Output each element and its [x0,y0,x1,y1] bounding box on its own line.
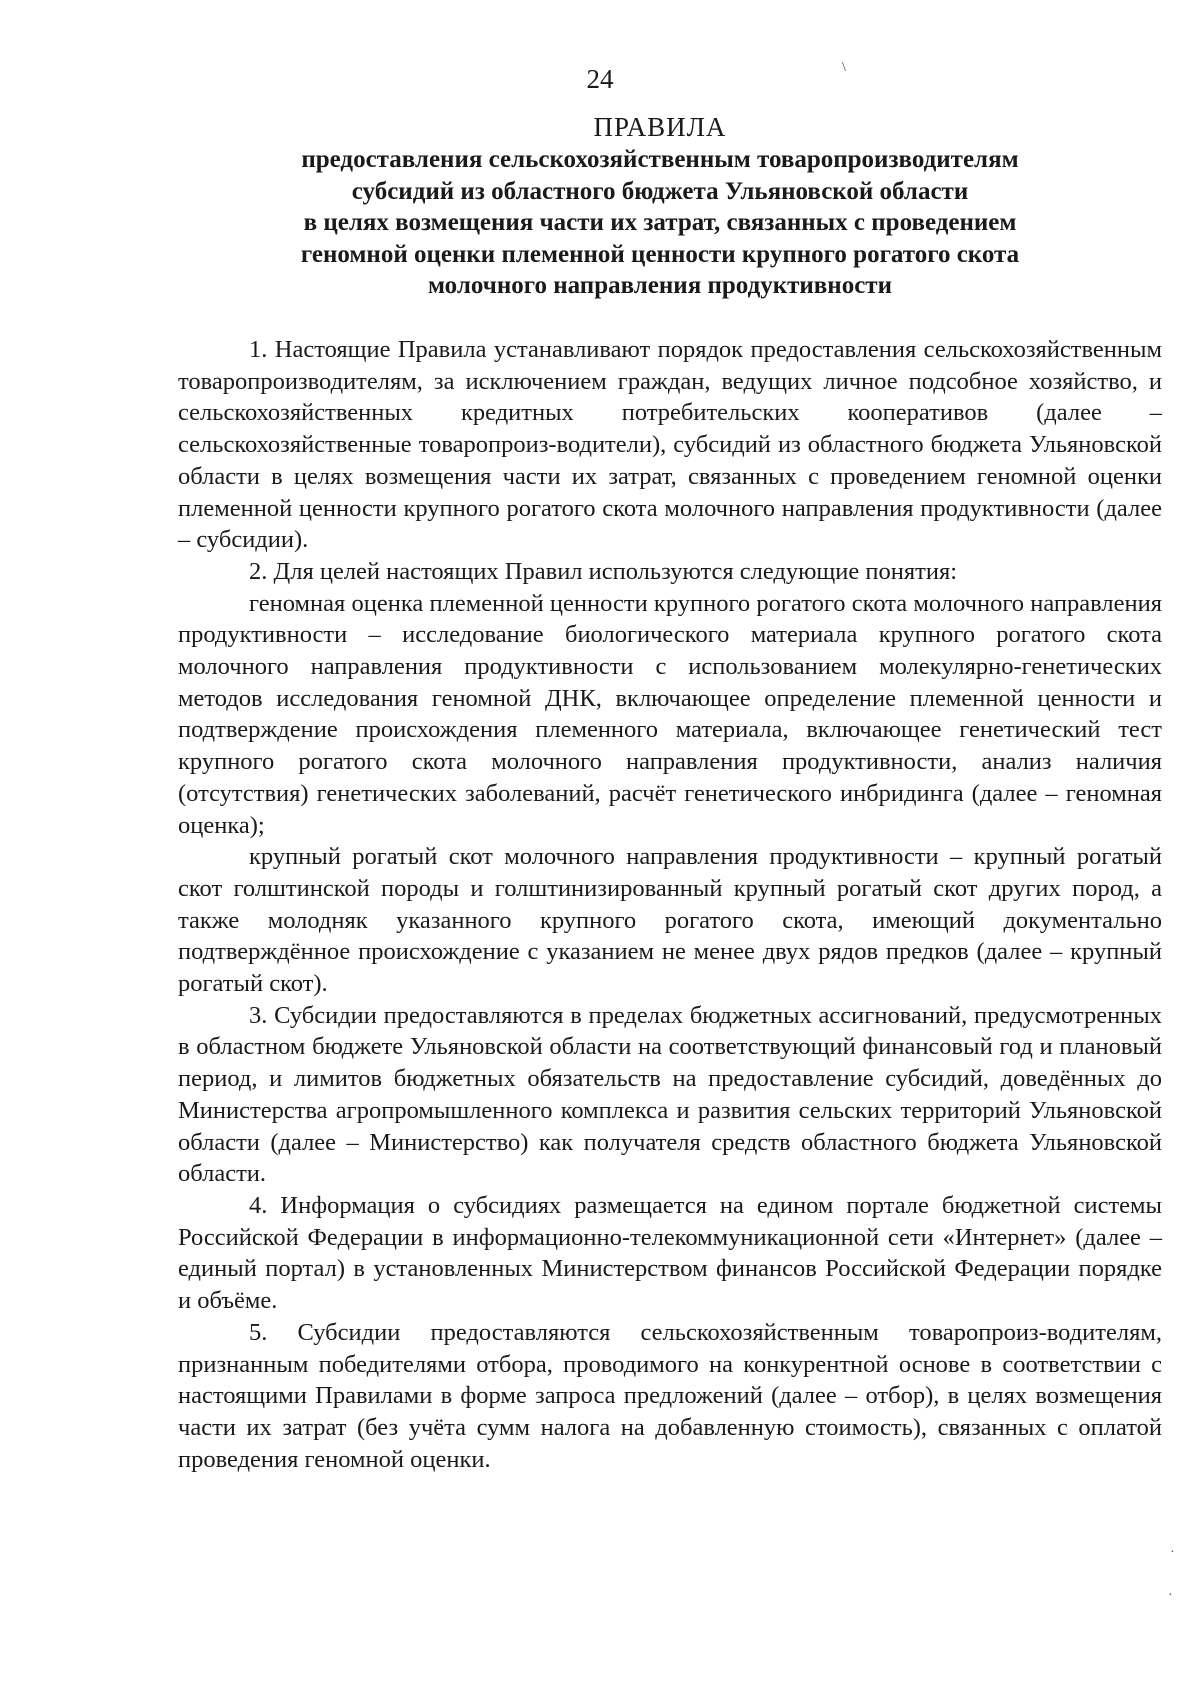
title-block [160,110,1160,302]
scan-mark: \ [842,60,846,75]
paragraph-3: 3. Субсидии предоставляются в пределах бюджетных ассигнований, предусмотренных в областном бюджете Ульяновской области на соответствующий финансовый год и плановый период, и лимитов бюджетных обязательств на предоставление субсидий, доведённых до Министерства агропромышленного комплекса и развития сельских территорий Ульяновской области (далее – Министерство) как получателя средств областного бюджета Ульяновской области. [178,1001,1162,1188]
document-subtitle-line: предоставления сельскохозяйственным товаропроизводителям [301,146,1019,173]
paragraph-2: 2. Для целей настоящих Правил используются следующие понятия: [249,557,958,585]
paragraph-1: 1. Настоящие Правила устанавливают порядок предоставления сельскохозяйственным товаропроизводителям, за исключением граждан, ведущих личное подсобное хозяйство, и сельскохозяйственных кредитных потребительских кооперативов (далее – сельскохозяйственные товаропроиз-водители), субсидий из областного бюджета Ульяновской области в целях возмещения части их затрат, связанных с проведением геномной оценки племенной ценности крупного рогатого скота молочного направления продуктивности (далее – субсидии). [178,336,1162,554]
paragraph-definition-genomic-assessment: геномная оценка племенной ценности крупного рогатого скота молочного направления продуктивности – исследование биологического материала крупного рогатого скота молочного направления продуктивности с использованием молекулярно-генетических методов исследования геномной ДНК, включающее определение племенной ценности и подтверждение происхождения племенного материала, включающее генетический тест крупного рогатого скота молочного направления продуктивности, анализ наличия (отсутствия) генетических заболеваний, расчёт генетического инбридинга (далее – геномная оценка); [178,589,1162,839]
page-number: 24 [586,64,614,94]
scan-dot-mark: · [1170,1545,1175,1560]
document-subtitle-line: молочного направления продуктивности [427,272,892,299]
document-subtitle-line: геномной оценки племенной ценности крупного рогатого скота [300,240,1020,268]
document-body [178,334,1162,1475]
scan-dot-mark: · [1168,1588,1173,1603]
paragraph-definition-cattle: крупный рогатый скот молочного направления продуктивности – крупный рогатый скот голштинской породы и голштинизированный крупный рогатый скот других пород, а также молодняк указанного крупного рогатого скота, имеющий документально подтверждённое происхождение с указанием не менее двух рядов предков (далее – крупный рогатый скот). [178,843,1162,998]
document-subtitle-line: субсидий из областного бюджета Ульяновской области [351,177,969,205]
document-title: ПРАВИЛА [593,112,727,142]
paragraph-4: 4. Информация о субсидиях размещается на едином портале бюджетной системы Российской Федерации в информационно-телекоммуникационной сети «Интернет» (далее – единый портал) в установленных Министерством финансов Российской Федерации порядке и объёме. [178,1191,1162,1315]
document-subtitle-line: в целях возмещения части их затрат, связанных с проведением [303,209,1017,236]
paragraph-5: 5. Субсидии предоставляются сельскохозяйственным товаропроиз-водителям, признанным победителями отбора, проводимого на конкурентной основе в соответствии с настоящими Правилами в форме запроса предложений (далее – отбор), в целях возмещения части их затрат (без учёта сумм налога на добавленную стоимость), связанных с оплатой проведения геномной оценки. [178,1318,1162,1473]
